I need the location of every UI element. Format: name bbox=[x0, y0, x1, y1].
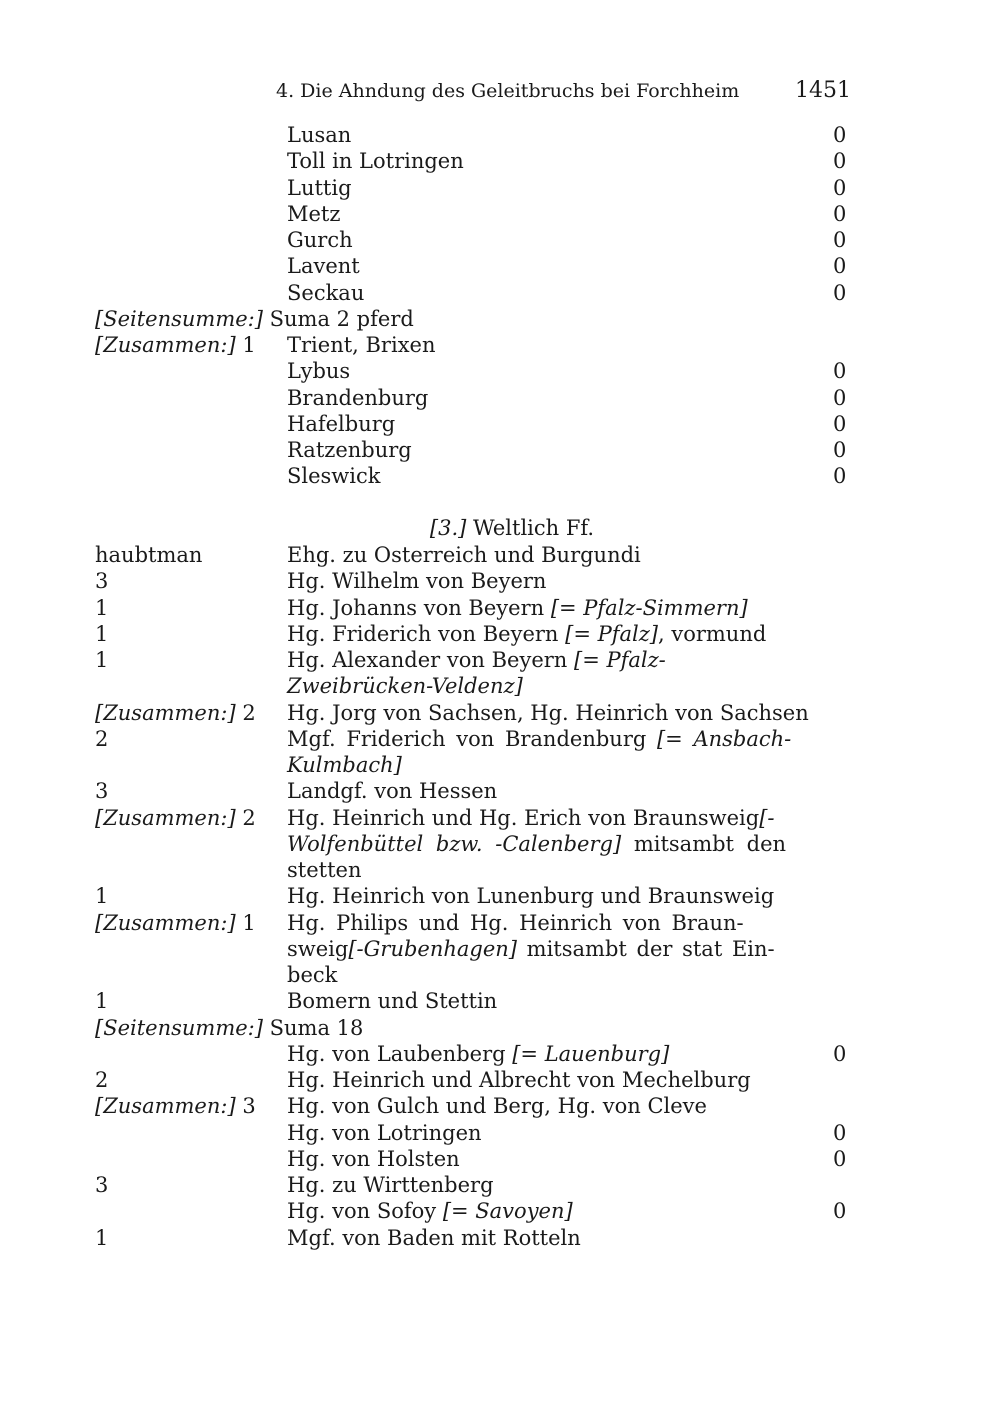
entry-name: Lusan bbox=[287, 123, 352, 147]
entry-name: Hg. Friderich von Beyern bbox=[287, 622, 566, 646]
entry-name: Mgf. von Baden mit Rotteln bbox=[287, 1226, 581, 1250]
entry-count: 0 bbox=[833, 149, 847, 173]
entry-name: Hg. Heinrich und Albrecht von Mechelburg bbox=[287, 1068, 751, 1092]
combined-count: 2 bbox=[235, 701, 256, 725]
sum-value: Suma 18 bbox=[262, 1016, 364, 1040]
entry-name: Mgf. Friderich von Brandenburg bbox=[287, 727, 657, 751]
entry-name: Landgf. von Hessen bbox=[287, 779, 498, 803]
entry-name: Hg. von Laubenberg bbox=[287, 1042, 513, 1066]
page-sum-row bbox=[0, 1015, 1004, 1041]
list-item bbox=[0, 1146, 1004, 1172]
list-item bbox=[0, 1120, 1004, 1146]
list-item-continuation bbox=[0, 831, 1004, 857]
entry-name: Hg. von Lotringen bbox=[287, 1121, 482, 1145]
entry-annotation: Zweibrücken-Veldenz] bbox=[287, 674, 523, 698]
entry-count: 1 bbox=[95, 622, 109, 646]
list-item bbox=[0, 1198, 1004, 1224]
list-item bbox=[0, 647, 1004, 673]
list-item bbox=[0, 568, 1004, 594]
entry-name: Trient, Brixen bbox=[287, 333, 436, 357]
entry-name: Hg. von Sofoy bbox=[287, 1199, 443, 1223]
list-item bbox=[0, 778, 1004, 804]
list-item bbox=[0, 280, 1004, 306]
entry-name: Hg. Alexander von Beyern bbox=[287, 648, 574, 672]
combined-count: 3 bbox=[235, 1094, 256, 1118]
entry-count: 0 bbox=[833, 1199, 847, 1223]
entry-count: 0 bbox=[833, 228, 847, 252]
entry-name: Hafelburg bbox=[287, 412, 396, 436]
entry-count: 0 bbox=[833, 412, 847, 436]
list-item bbox=[0, 1067, 1004, 1093]
entry-count: 1 bbox=[95, 648, 109, 672]
entry-count: 0 bbox=[833, 1042, 847, 1066]
entry-name: Bomern und Stettin bbox=[287, 989, 498, 1013]
entry-count: 0 bbox=[833, 176, 847, 200]
entry-name: Toll in Lotringen bbox=[287, 149, 464, 173]
entry-annotation: Wolfenbüttel bzw. -Calenberg] bbox=[287, 832, 622, 856]
entry-annotation: [= Pfalz] bbox=[565, 622, 658, 646]
combined-label: [Zusammen:] bbox=[95, 806, 236, 830]
entry-name: Luttig bbox=[287, 176, 352, 200]
entry-count: 0 bbox=[833, 386, 847, 410]
running-title: 4. Die Ahndung des Geleitbruchs bei Forchheim bbox=[276, 80, 740, 102]
list-item bbox=[0, 385, 1004, 411]
entry-name: Hg. zu Wirttenberg bbox=[287, 1173, 494, 1197]
entry-count: 2 bbox=[95, 1068, 109, 1092]
list-item bbox=[0, 1041, 1004, 1067]
combined-count: 2 bbox=[235, 806, 256, 830]
entry-annotation: Kulmbach] bbox=[287, 753, 402, 777]
list-item bbox=[0, 595, 1004, 621]
list-item-continuation bbox=[0, 857, 1004, 883]
entry-note: beck bbox=[287, 963, 338, 987]
combined-label: [Zusammen:] bbox=[95, 333, 236, 357]
entry-name: Hg. Jorg von Sachsen, Hg. Heinrich von Sachsen bbox=[287, 701, 809, 725]
list-item bbox=[0, 700, 1004, 726]
entry-count: 0 bbox=[833, 254, 847, 278]
entry-name: sweig bbox=[287, 937, 349, 961]
list-item bbox=[0, 253, 1004, 279]
entry-count: 0 bbox=[833, 1121, 847, 1145]
entry-annotation: [= Pfalz- bbox=[574, 648, 666, 672]
list-item bbox=[0, 621, 1004, 647]
entry-note: , vormund bbox=[657, 622, 767, 646]
entry-name: Hg. Philips und Hg. Heinrich von Braun- bbox=[287, 911, 744, 935]
list-item bbox=[0, 1225, 1004, 1251]
list-item-continuation bbox=[0, 962, 1004, 988]
list-item-continuation bbox=[0, 936, 1004, 962]
entry-count: 1 bbox=[95, 884, 109, 908]
combined-count: 1 bbox=[235, 911, 256, 935]
list-item bbox=[0, 805, 1004, 831]
list-item bbox=[0, 201, 1004, 227]
list-item bbox=[0, 437, 1004, 463]
section-title: Weltlich Ff. bbox=[466, 516, 595, 540]
list-item bbox=[0, 358, 1004, 384]
list-item bbox=[0, 227, 1004, 253]
entry-count: 0 bbox=[833, 359, 847, 383]
entry-name: Sleswick bbox=[287, 464, 381, 488]
list-item bbox=[0, 883, 1004, 909]
entry-count: 3 bbox=[95, 1173, 109, 1197]
entry-name: Hg. Johanns von Beyern bbox=[287, 596, 551, 620]
entry-name: Hg. Heinrich und Hg. Erich von Braunsweig bbox=[287, 806, 760, 830]
entry-name: Lavent bbox=[287, 254, 360, 278]
entry-count: haubtman bbox=[95, 543, 203, 567]
sum-value: Suma 2 pferd bbox=[262, 307, 414, 331]
entry-count: 0 bbox=[833, 438, 847, 462]
entry-count: 0 bbox=[833, 464, 847, 488]
entry-name: Hg. von Holsten bbox=[287, 1147, 460, 1171]
combined-label: [Zusammen:] bbox=[95, 1094, 236, 1118]
entry-count: 3 bbox=[95, 569, 109, 593]
entry-count: 0 bbox=[833, 281, 847, 305]
page-sum-row bbox=[0, 306, 1004, 332]
entry-count: 2 bbox=[95, 727, 109, 751]
entry-count: 1 bbox=[95, 1226, 109, 1250]
list-item bbox=[0, 148, 1004, 174]
entry-note: mitsambt der stat Ein- bbox=[517, 937, 775, 961]
list-item bbox=[0, 988, 1004, 1014]
entry-note: stetten bbox=[287, 858, 362, 882]
entry-annotation: [= Lauenburg] bbox=[512, 1042, 670, 1066]
list-item bbox=[0, 910, 1004, 936]
entry-annotation: [-Grubenhagen] bbox=[348, 937, 517, 961]
list-item-continuation bbox=[0, 673, 1004, 699]
sum-label: [Seitensumme:] bbox=[95, 1016, 263, 1040]
entry-count: 3 bbox=[95, 779, 109, 803]
entry-name: Ehg. zu Osterreich und Burgundi bbox=[287, 543, 641, 567]
entry-name: Gurch bbox=[287, 228, 353, 252]
list-item bbox=[0, 726, 1004, 752]
entry-annotation: [= Savoyen] bbox=[442, 1199, 573, 1223]
list-item bbox=[0, 463, 1004, 489]
list-item bbox=[0, 332, 1004, 358]
entry-count: 0 bbox=[833, 1147, 847, 1171]
entry-count: 0 bbox=[833, 202, 847, 226]
entry-name: Lybus bbox=[287, 359, 351, 383]
entry-count: 1 bbox=[95, 989, 109, 1013]
sum-label: [Seitensumme:] bbox=[95, 307, 263, 331]
entry-count: 0 bbox=[833, 123, 847, 147]
list-item bbox=[0, 542, 1004, 568]
list-item bbox=[0, 175, 1004, 201]
list-item bbox=[0, 1172, 1004, 1198]
entry-name: Seckau bbox=[287, 281, 365, 305]
section-heading bbox=[0, 515, 1004, 541]
entry-annotation: [- bbox=[759, 806, 775, 830]
entry-name: Ratzenburg bbox=[287, 438, 412, 462]
list-item bbox=[0, 411, 1004, 437]
combined-label: [Zusammen:] bbox=[95, 911, 236, 935]
entry-name: Hg. Heinrich von Lunenburg und Braunsweig bbox=[287, 884, 775, 908]
entry-note: mitsambt den bbox=[621, 832, 787, 856]
list-item-continuation bbox=[0, 752, 1004, 778]
entry-name: Metz bbox=[287, 202, 341, 226]
combined-label: [Zusammen:] bbox=[95, 701, 236, 725]
list-item bbox=[0, 122, 1004, 148]
combined-count: 1 bbox=[235, 333, 256, 357]
entry-name: Brandenburg bbox=[287, 386, 429, 410]
section-number: [3.] bbox=[429, 516, 467, 540]
list-item bbox=[0, 1093, 1004, 1119]
entry-annotation: [= Ansbach- bbox=[656, 727, 792, 751]
entry-count: 1 bbox=[95, 596, 109, 620]
entry-annotation: [= Pfalz-Simmern] bbox=[550, 596, 748, 620]
entry-name: Hg. Wilhelm von Beyern bbox=[287, 569, 547, 593]
entry-name: Hg. von Gulch und Berg, Hg. von Cleve bbox=[287, 1094, 707, 1118]
page-number: 1451 bbox=[795, 78, 851, 103]
